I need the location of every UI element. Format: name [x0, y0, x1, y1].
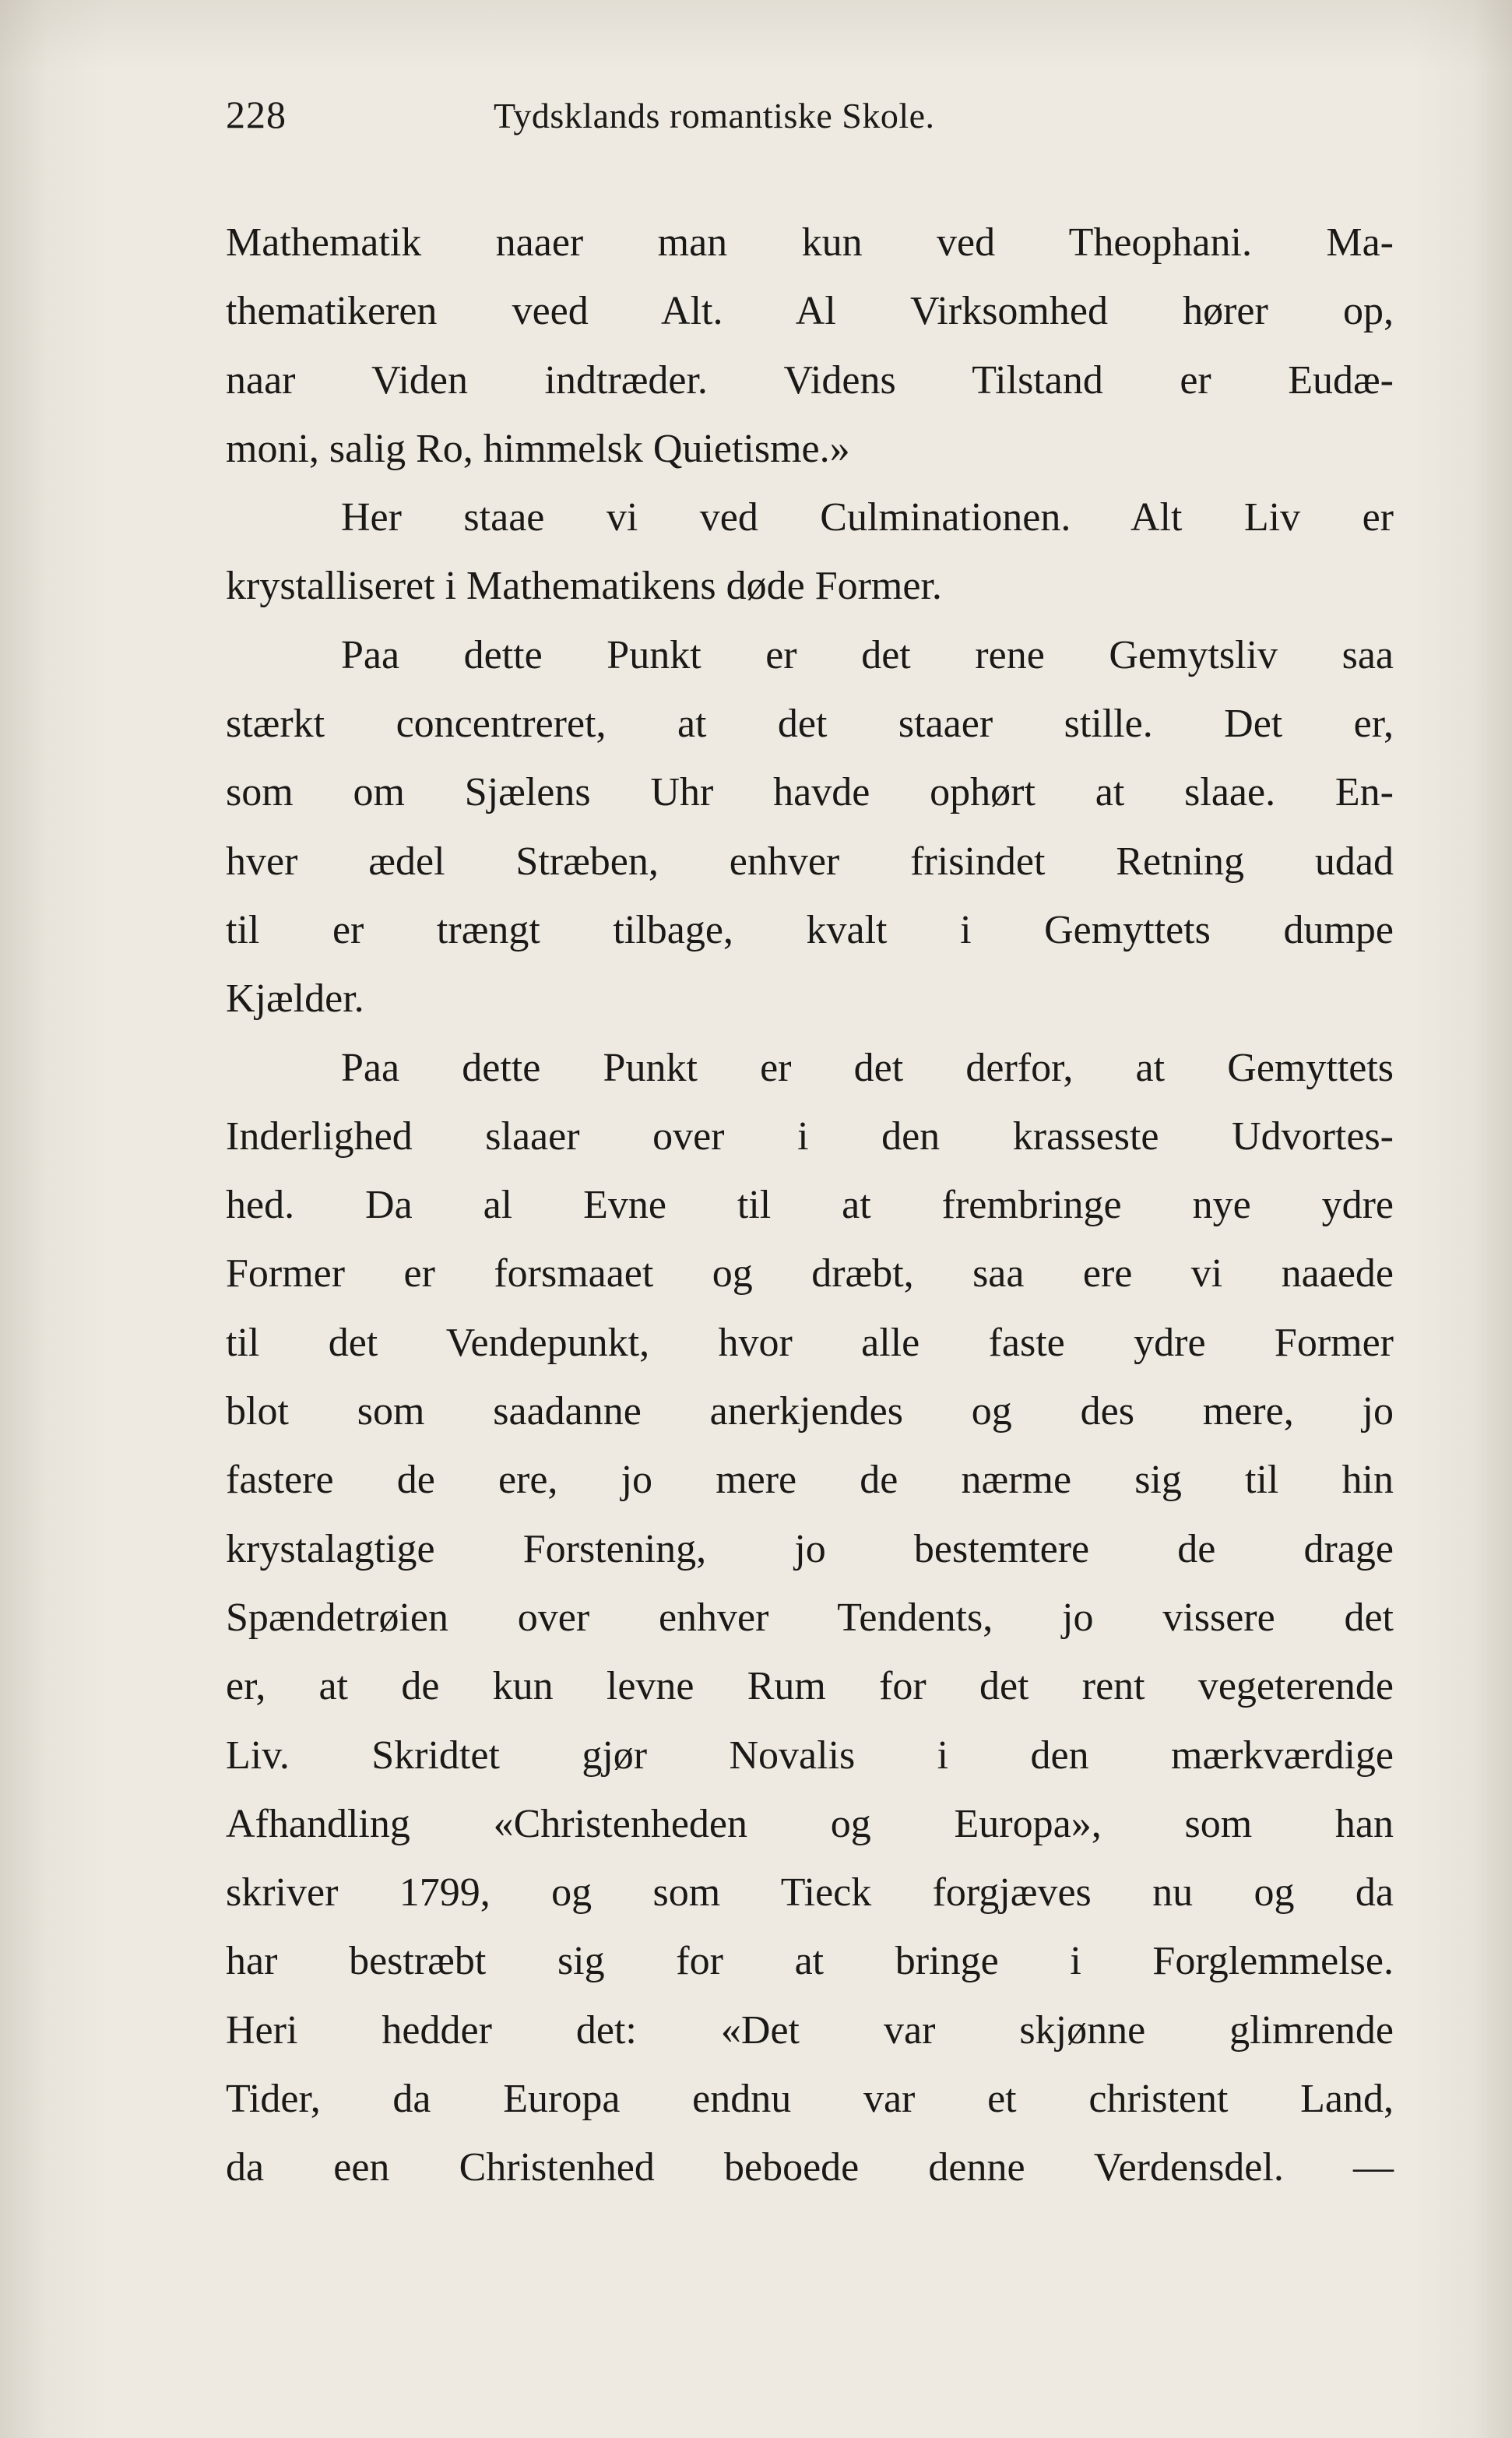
text-line: Spændetrøien over enhver Tendents, jo vissere det	[226, 1595, 1394, 1640]
text-line: til det Vendepunkt, hvor alle faste ydre Former	[226, 1320, 1394, 1365]
text-line: Paa dette Punkt er det rene Gemytsliv saa	[341, 632, 1394, 677]
running-title: Tydsklands romantiske Skole.	[494, 96, 935, 135]
text-line: Former er forsmaaet og dræbt, saa ere vi naaede	[226, 1251, 1394, 1296]
page-number: 228	[226, 93, 287, 136]
text-line: skriver 1799, og som Tieck forgjæves nu og da	[226, 1870, 1394, 1916]
text-line: Mathematik naaer man kun ved Theophani. Ma-	[226, 220, 1394, 265]
text-line: blot som saadanne anerkjendes og des mere, jo	[226, 1389, 1394, 1434]
text-line: fastere de ere, jo mere de nærme sig til hin	[226, 1458, 1394, 1503]
body-text	[226, 209, 1394, 2203]
text-line: Inderlighed slaaer over i den krasseste Udvortes-	[226, 1113, 1394, 1159]
text-line: Her staae vi ved Culminationen. Alt Liv er	[341, 495, 1394, 540]
text-line: Paa dette Punkt er det derfor, at Gemyttets	[341, 1045, 1394, 1090]
text-line: thematikeren veed Alt. Al Virksomhed hører op,	[226, 289, 1394, 334]
text-line: naar Viden indtræder. Videns Tilstand er Eudæ-	[226, 357, 1394, 403]
text-line: til er trængt tilbage, kvalt i Gemyttets dumpe	[226, 907, 1394, 952]
text-line: hver ædel Stræben, enhver frisindet Retning udad	[226, 839, 1394, 884]
text-line: Tider, da Europa endnu var et christent Land,	[226, 2077, 1394, 2122]
text-line: har bestræbt sig for at bringe i Forglemmelse.	[226, 1939, 1394, 1984]
text-line: Liv. Skridtet gjør Novalis i den mærkværdige	[226, 1733, 1394, 1778]
text-line: Kjælder.	[226, 976, 364, 1022]
text-line: Afhandling «Christenheden og Europa», som han	[226, 1801, 1394, 1846]
text-line: er, at de kun levne Rum for det rent vegeterende	[226, 1664, 1394, 1709]
text-line: hed. Da al Evne til at frembringe nye ydre	[226, 1183, 1394, 1228]
text-line: krystalagtige Forstening, jo bestemtere de drage	[226, 1526, 1394, 1571]
text-line: Heri hedder det: «Det var skjønne glimrende	[226, 2007, 1394, 2053]
text-line: moni, salig Ro, himmelsk Quietisme.»	[226, 426, 850, 471]
text-line: som om Sjælens Uhr havde ophørt at slaae. En-	[226, 770, 1394, 815]
text-line: stærkt concentreret, at det staaer stille. Det er,	[226, 702, 1394, 747]
running-head	[226, 92, 1394, 154]
text-line: krystalliseret i Mathematikens døde Former.	[226, 564, 942, 609]
text-line: da een Christenhed beboede denne Verdensdel. —	[226, 2145, 1394, 2190]
